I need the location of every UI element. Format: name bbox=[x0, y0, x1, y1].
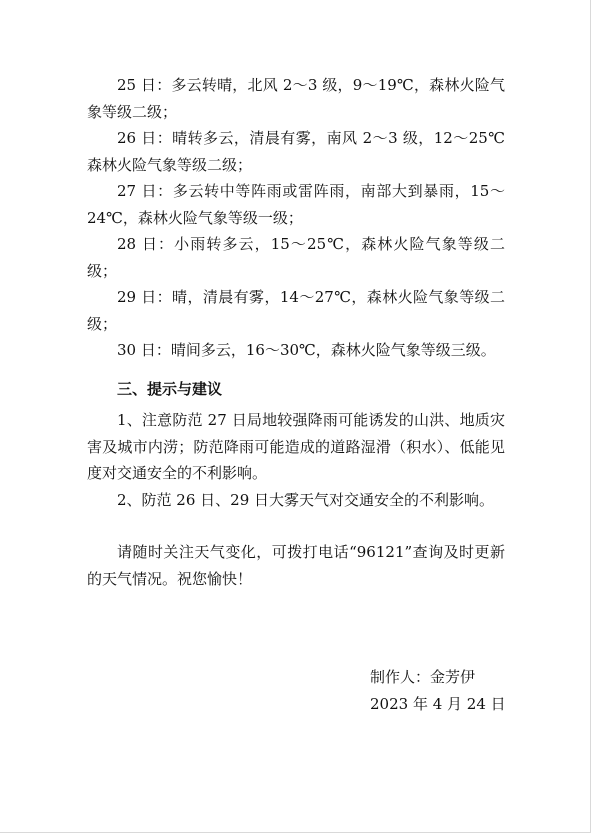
closing-note: 请随时关注天气变化，可拨打电话“96121”查询及时更新的天气情况。祝您愉快！ bbox=[87, 543, 505, 588]
tip-item-2: 2、防范 26 日、29 日大雾天气对交通安全的不利影响。 bbox=[117, 490, 495, 509]
section-heading-tips: 三、提示与建议 bbox=[117, 379, 223, 398]
forecast-day-30: 30 日：晴间多云，16～30℃，森林火险气象等级三级。 bbox=[117, 341, 496, 359]
tip-item-1: 1、注意防范 27 日局地较强降雨可能诱发的山洪、地质灾害及城市内涝；防范降雨可能造成的道路湿滑（积水）、低能见度对交通安全的不利影响。 bbox=[87, 411, 505, 482]
forecast-day-29: 29 日：晴，清晨有雾，14～27℃，森林火险气象等级二级； bbox=[87, 288, 505, 333]
forecast-day-28: 28 日：小雨转多云，15～25℃，森林火险气象等级二级； bbox=[87, 235, 505, 280]
spacer bbox=[87, 513, 505, 539]
forecast-day-27: 27 日：多云转中等阵雨或雷阵雨，南部大到暴雨，15～24℃，森林火险气象等级一级； bbox=[87, 182, 505, 227]
signature-maker: 制作人：金芳伊 bbox=[370, 668, 476, 686]
forecast-day-25: 25 日：多云转晴，北风 2～3 级，9～19℃，森林火险气象等级二级； bbox=[87, 76, 505, 121]
document-body bbox=[87, 72, 505, 592]
forecast-day-26: 26 日：晴转多云，清晨有雾，南风 2～3 级，12～25℃森林火险气象等级二级； bbox=[87, 129, 505, 174]
signature-date: 2023 年 4 月 24 日 bbox=[370, 695, 506, 713]
